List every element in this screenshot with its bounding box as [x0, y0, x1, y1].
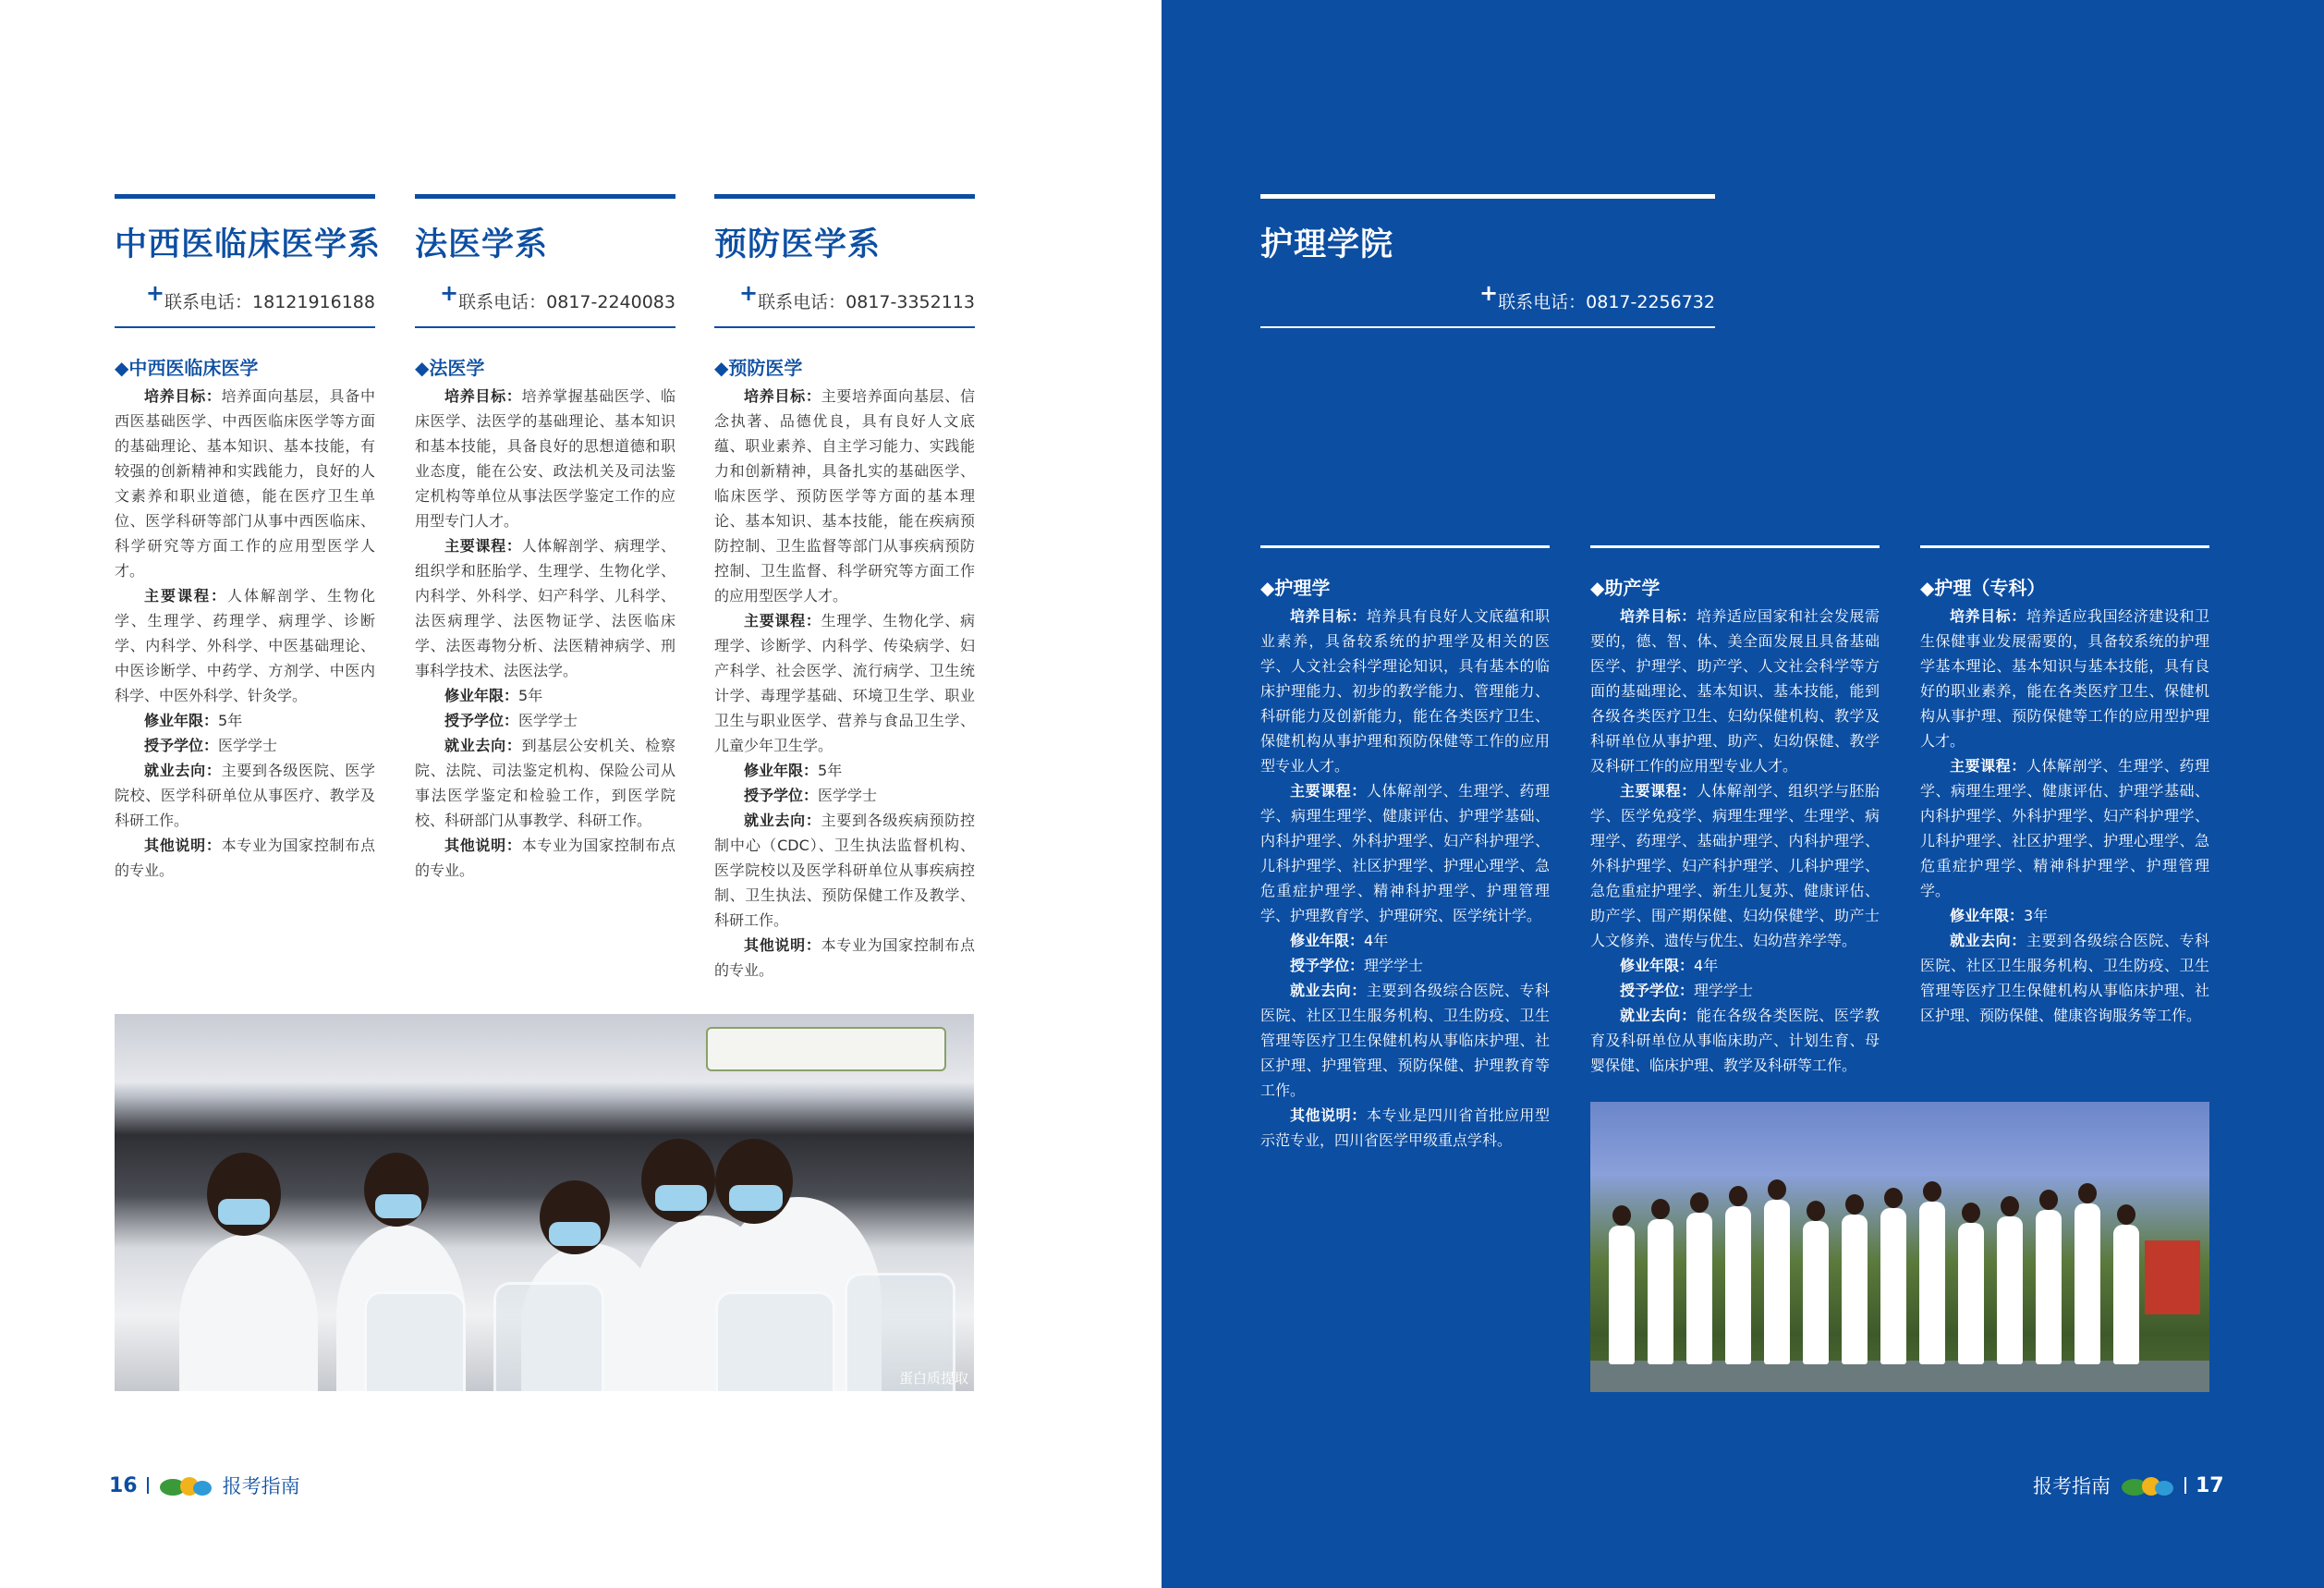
nurse-head — [1729, 1186, 1747, 1206]
para-key: 就业去向： — [144, 762, 222, 779]
dept-top-bar — [714, 194, 975, 199]
guide-text: 报考指南 — [2033, 1475, 2111, 1497]
dept-phone — [115, 280, 375, 313]
para-value: 主要到各级综合医院、专科医院、社区卫生服务机构、卫生防疫、卫生管理等医疗卫生保健机构从事临床护理、社区护理、预防保健、健康咨询服务等工作。 — [1920, 932, 2209, 1024]
para-value: 本专业是四川省首批应用型示范专业，四川省医学甲级重点学科。 — [1260, 1106, 1550, 1149]
para-value: 4年 — [1694, 957, 1719, 974]
para-value: 理学学士 — [1364, 957, 1424, 974]
nurse-figure — [2075, 1203, 2100, 1364]
para-key: 主要课程： — [1620, 782, 1697, 800]
major-paragraph — [1590, 604, 1880, 778]
para-key: 其他说明： — [744, 936, 821, 954]
glass-bottle — [715, 1291, 835, 1391]
nurse-head — [2039, 1190, 2058, 1210]
dept-phone — [714, 280, 975, 313]
face-mask — [729, 1185, 783, 1211]
major-paragraph — [1590, 1003, 1880, 1078]
major-paragraph — [714, 808, 975, 933]
major-paragraph — [714, 384, 975, 608]
para-key: 修业年限： — [144, 712, 219, 729]
college-phone — [1260, 280, 1715, 313]
para-value: 本专业为国家控制布点的专业。 — [115, 837, 375, 879]
major-paragraph — [714, 758, 975, 783]
para-value: 5年 — [518, 687, 543, 704]
dept-top-bar — [415, 194, 675, 199]
nurse-head — [1690, 1192, 1709, 1213]
footer-left — [109, 1470, 300, 1501]
dept-phone-text: 联系电话：0817-2240083 — [458, 292, 675, 312]
major-paragraph — [115, 758, 375, 833]
para-key: 就业去向： — [1620, 1007, 1697, 1024]
para-key: 就业去向： — [1950, 932, 2026, 949]
major-paragraph — [1260, 978, 1550, 1103]
para-key: 就业去向： — [1290, 982, 1367, 999]
para-value: 人体解剖学、组织学与胚胎学、医学免疫学、病理生理学、生理学、病理学、药理学、基础护理学、内科护理学、外科护理学、妇产科护理学、儿科护理学、急危重症护理学、新生儿复苏、健康评估、助产学、围产期保健、妇幼保健学、助产士人文修养、遗传与优生、妇幼营养学等。 — [1590, 782, 1880, 949]
nurse-head — [1923, 1181, 1941, 1202]
para-key: 授予学位： — [744, 787, 819, 804]
para-value: 人体解剖学、生理学、药理学、病理生理学、健康评估、护理学基础、内科护理学、外科护理学、妇产科护理学、儿科护理学、社区护理学、护理心理学、急危重症护理学、精神科护理学、护理管理学、护理教育学、护理研究、医学统计学。 — [1260, 782, 1550, 924]
para-value: 医学学士 — [218, 737, 278, 754]
para-value: 主要到各级疾病预防控制中心（CDC）、卫生执法监督机构、医学院校以及医学科研单位从事疾病控制、卫生执法、预防保健工作及教学、科研工作。 — [714, 812, 975, 929]
nurse-head — [1768, 1179, 1786, 1200]
nurse-figure — [1919, 1202, 1945, 1364]
para-value: 培养面向基层，具备中西医基础医学、中西医临床医学等方面的基础理论、基本知识、基本技能，有较强的创新精神和实践能力，良好的人文素养和职业道德，能在医疗卫生单位、医学科研等部门从事中西医临床、科学研究等方面工作的应用型医学人才。 — [115, 387, 375, 580]
dept-title: 中西医临床医学系 — [115, 226, 382, 263]
para-key: 授予学位： — [144, 737, 219, 754]
para-value: 培养具有良好人文底蕴和职业素养，具备较系统的护理学及相关的医学、人文社会科学理论知识，具有基本的临床护理能力、初步的教学能力、管理能力、科研能力及创新能力，能在各类医疗卫生、保健机构从事护理和预防保健等工作的应用型专业人才。 — [1260, 607, 1550, 775]
nurse-figure — [1686, 1213, 1712, 1364]
para-key: 就业去向： — [744, 812, 821, 829]
major-nursing-block — [1260, 545, 1550, 1153]
para-value: 主要到各级综合医院、专科医院、社区卫生服务机构、卫生防疫、卫生管理等医疗卫生保健机构从事临床护理、社区护理、护理管理、预防保健、护理教育等工作。 — [1260, 982, 1550, 1099]
dept-divider — [415, 326, 675, 328]
para-key: 主要课程： — [144, 587, 227, 605]
guide-text: 报考指南 — [222, 1475, 300, 1497]
major-paragraph — [415, 833, 675, 883]
para-key: 修业年限： — [444, 687, 519, 704]
para-value: 培养掌握基础医学、临床医学、法医学的基础理论、基本知识和基本技能，具备良好的思想道德和职业态度，能在公安、政法机关及司法鉴定机构等单位从事法医学鉴定工作的应用型专门人才。 — [415, 387, 675, 530]
major-preventive-block — [714, 354, 975, 983]
para-key: 培养目标： — [444, 387, 522, 405]
nurse-head — [1651, 1199, 1670, 1219]
nurse-head — [1807, 1201, 1825, 1221]
lab-wall-sign — [706, 1027, 946, 1071]
nurse-figure — [1725, 1206, 1751, 1364]
major-midwifery-block — [1590, 545, 1880, 1078]
plus-icon: + — [739, 280, 759, 306]
major-paragraph — [1260, 953, 1550, 978]
student-figure — [179, 1234, 318, 1391]
para-value: 4年 — [1364, 932, 1389, 949]
college-header-nursing — [1260, 194, 1715, 328]
para-value: 人体解剖学、病理学、组织学和胚胎学、生理学、生物化学、内科学、外科学、妇产科学、儿科学、法医病理学、法医物证学、法医临床学、法医毒物分析、法医精神病学、刑事科学技术、法医法学。 — [415, 537, 675, 679]
major-paragraph — [1920, 903, 2209, 928]
major-top-line — [1920, 545, 2209, 548]
para-value: 人体解剖学、生理学、药理学、病理生理学、健康评估、护理学基础、内科护理学、外科护理学、妇产科护理学、儿科护理学、社区护理学、护理心理学、急危重症护理学、精神科护理学、护理管理学。 — [1920, 757, 2209, 899]
logo-icon — [2120, 1474, 2175, 1496]
dept-title: 法医学系 — [415, 226, 549, 263]
major-paragraph — [115, 384, 375, 583]
major-paragraph — [415, 683, 675, 708]
para-key: 其他说明： — [1290, 1106, 1367, 1124]
para-value: 理学学士 — [1694, 982, 1754, 999]
dept-header-forensic — [415, 194, 675, 328]
major-paragraph — [415, 733, 675, 833]
major-paragraph — [1590, 978, 1880, 1003]
major-paragraph — [415, 384, 675, 533]
major-paragraph — [415, 708, 675, 733]
para-value: 3年 — [2024, 907, 2049, 924]
nurse-head — [2117, 1204, 2135, 1225]
major-paragraph — [1260, 1103, 1550, 1153]
nurse-figure — [1648, 1219, 1673, 1364]
student-head — [715, 1139, 793, 1224]
major-paragraph — [714, 933, 975, 983]
photo-caption: 蛋白质提取 — [898, 1370, 968, 1386]
major-name: ◆助产学 — [1590, 577, 1661, 599]
nurse-head — [2001, 1196, 2019, 1216]
para-value: 主要培养面向基层、信念执著、品德优良，具有良好人文底蕴、职业素养、自主学习能力、实践能力和创新精神，具备扎实的基础医学、临床医学、预防医学等方面的基本理论、基本知识、基本技能，能在疾病预防控制、卫生监督等部门从事疾病预防控制、卫生监督、科学研究等方面工作的应用型医学人才。 — [714, 387, 975, 605]
para-value: 生理学、生物化学、病理学、诊断学、内科学、传染病学、妇产科学、社会医学、流行病学、卫生统计学、毒理学基础、环境卫生学、职业卫生与职业医学、营养与食品卫生学、儿童少年卫生学。 — [714, 612, 975, 754]
para-key: 其他说明： — [444, 837, 522, 854]
major-paragraph — [1920, 753, 2209, 903]
major-top-line — [1260, 545, 1550, 548]
glass-bottle — [364, 1291, 466, 1391]
glass-bottle — [493, 1282, 604, 1391]
dept-divider — [714, 326, 975, 328]
nurse-head — [2078, 1183, 2097, 1203]
college-top-bar — [1260, 194, 1715, 199]
para-key: 修业年限： — [744, 762, 819, 779]
major-name: ◆中西医临床医学 — [115, 357, 259, 379]
face-mask — [218, 1199, 270, 1225]
para-key: 主要课程： — [444, 537, 522, 555]
para-value: 能在各级各类医院、医学教育及科研单位从事临床助产、计划生育、母婴保健、临床护理、教学及科研等工作。 — [1590, 1007, 1880, 1074]
major-paragraph — [1260, 778, 1550, 928]
major-paragraph — [115, 733, 375, 758]
major-top-line — [1590, 545, 1880, 548]
para-value: 主要到各级医院、医学院校、医学科研单位从事医疗、教学及科研工作。 — [115, 762, 375, 829]
college-divider — [1260, 326, 1715, 328]
major-paragraph — [1260, 928, 1550, 953]
dept-phone-text: 联系电话：18121916188 — [164, 292, 375, 312]
para-value: 5年 — [818, 762, 843, 779]
major-paragraph — [1920, 604, 2209, 753]
major-paragraph — [1590, 953, 1880, 978]
para-key: 培养目标： — [744, 387, 821, 405]
para-key: 培养目标： — [1620, 607, 1697, 625]
para-key: 主要课程： — [744, 612, 821, 629]
dept-title: 预防医学系 — [714, 226, 882, 263]
major-paragraph — [1590, 778, 1880, 953]
footer-separator — [2184, 1477, 2186, 1494]
page-number: 17 — [2196, 1473, 2224, 1497]
major-name: ◆护理学 — [1260, 577, 1331, 599]
nurse-head — [1884, 1188, 1903, 1208]
major-forensic-block — [415, 354, 675, 883]
para-value: 人体解剖学、生物化学、生理学、药理学、病理学、诊断学、内科学、外科学、中医基础理论、中医诊断学、中药学、方剂学、中医内科学、中医外科学、针灸学。 — [115, 587, 375, 704]
para-key: 主要课程： — [1290, 782, 1367, 800]
nurse-figure — [1958, 1223, 1984, 1364]
college-title: 护理学院 — [1260, 226, 1394, 263]
para-key: 修业年限： — [1950, 907, 2025, 924]
para-key: 修业年限： — [1290, 932, 1365, 949]
para-key: 授予学位： — [444, 712, 519, 729]
major-paragraph — [115, 708, 375, 733]
dept-header-tcm — [115, 194, 382, 328]
plus-icon: + — [145, 280, 165, 306]
major-paragraph — [1260, 604, 1550, 778]
para-value: 5年 — [218, 712, 243, 729]
page-number: 16 — [109, 1473, 138, 1497]
dept-header-preventive — [714, 194, 975, 328]
para-value: 本专业为国家控制布点的专业。 — [714, 936, 975, 979]
face-mask — [655, 1185, 707, 1211]
major-paragraph — [115, 833, 375, 883]
para-key: 其他说明： — [144, 837, 222, 854]
dept-divider — [115, 326, 375, 328]
para-key: 授予学位： — [1290, 957, 1365, 974]
para-key: 主要课程： — [1950, 757, 2026, 775]
plus-icon: + — [1479, 280, 1499, 306]
nurse-head — [1845, 1194, 1864, 1215]
major-name: ◆预防医学 — [714, 357, 803, 379]
nurse-figure — [1609, 1226, 1635, 1364]
major-name: ◆护理（专科） — [1920, 577, 2046, 599]
nurse-figure — [1997, 1216, 2023, 1364]
nurse-figure — [1880, 1208, 1906, 1364]
para-key: 培养目标： — [144, 387, 222, 405]
major-paragraph — [714, 783, 975, 808]
para-value: 到基层公安机关、检察院、法院、司法鉴定机构、保险公司从事法医学鉴定和检验工作，到医学院校、科研部门从事教学、科研工作。 — [415, 737, 675, 829]
major-paragraph — [415, 533, 675, 683]
dept-top-bar — [115, 194, 375, 199]
photo-ground — [1590, 1361, 2209, 1392]
para-key: 就业去向： — [444, 737, 522, 754]
para-key: 培养目标： — [1290, 607, 1367, 625]
nurse-figure — [2036, 1210, 2062, 1364]
para-value: 培养适应我国经济建设和卫生保健事业发展需要的，具备较系统的护理学基本理论、基本知识与基本技能，具有良好的职业素养，能在各类医疗卫生、保健机构从事护理、预防保健等工作的应用型护理人才。 — [1920, 607, 2209, 750]
major-paragraph — [115, 583, 375, 708]
nurse-head — [1612, 1205, 1631, 1226]
major-name: ◆法医学 — [415, 357, 485, 379]
nurse-head — [1962, 1203, 1980, 1223]
footer-separator — [147, 1477, 149, 1494]
nurse-figure — [1764, 1200, 1790, 1364]
para-value: 医学学士 — [818, 787, 878, 804]
major-tcm-block — [115, 354, 375, 883]
para-value: 本专业为国家控制布点的专业。 — [415, 837, 675, 879]
nurses-photo — [1590, 1102, 2209, 1392]
para-key: 修业年限： — [1620, 957, 1695, 974]
para-key: 授予学位： — [1620, 982, 1695, 999]
para-value: 医学学士 — [518, 712, 578, 729]
banner-sign — [2145, 1240, 2200, 1314]
dept-phone-text: 联系电话：0817-3352113 — [758, 292, 975, 312]
dept-phone — [415, 280, 675, 313]
footer-right — [2033, 1470, 2224, 1501]
nurse-figure — [1803, 1221, 1829, 1364]
college-phone-text: 联系电话：0817-2256732 — [1498, 292, 1715, 312]
lab-photo — [115, 1014, 974, 1391]
nurse-figure — [1842, 1215, 1868, 1364]
para-value: 培养适应国家和社会发展需要的，德、智、体、美全面发展且具备基础医学、护理学、助产学、人文社会科学等方面的基础理论、基本知识、基本技能，能到各级各类医疗卫生、妇幼保健机构、教学及科研单位从事护理、助产、妇幼保健、教学及科研工作的应用型专业人才。 — [1590, 607, 1880, 775]
para-key: 培养目标： — [1950, 607, 2026, 625]
major-paragraph — [1920, 928, 2209, 1028]
nurse-figure — [2113, 1225, 2139, 1364]
logo-icon — [158, 1474, 213, 1496]
plus-icon: + — [440, 280, 459, 306]
major-nursing-junior-block — [1920, 545, 2209, 1028]
face-mask — [375, 1194, 421, 1218]
major-paragraph — [714, 608, 975, 758]
face-mask — [549, 1222, 601, 1246]
